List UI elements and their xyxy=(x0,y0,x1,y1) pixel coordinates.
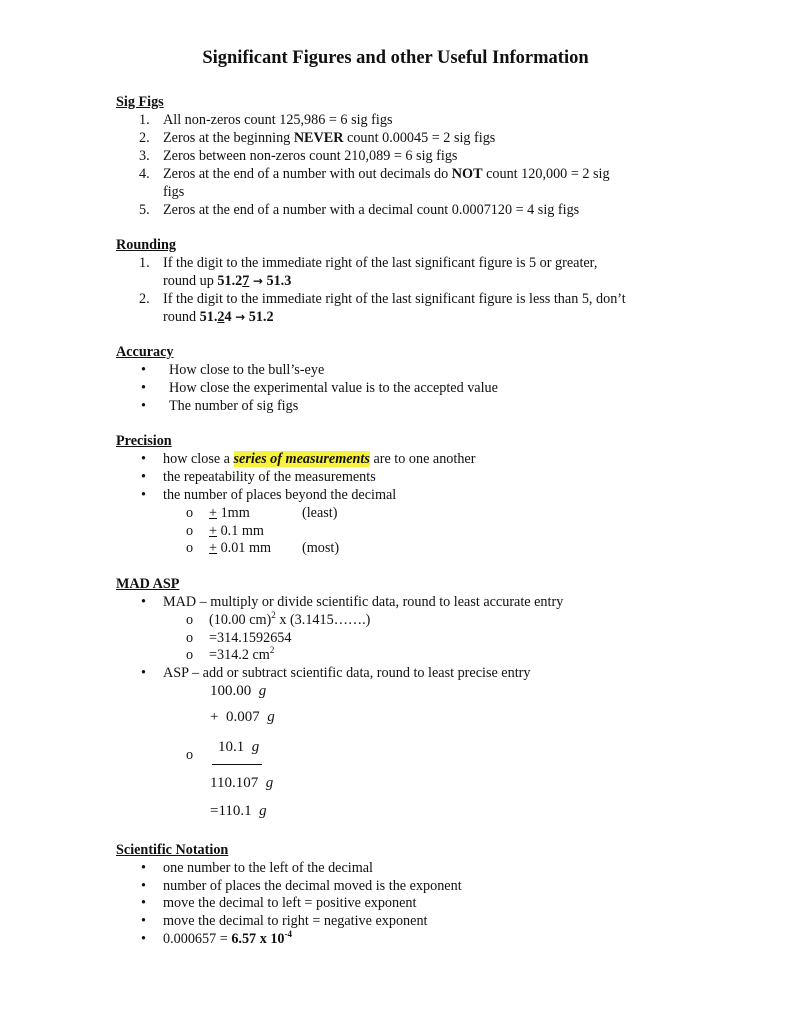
sig-figs-heading: Sig Figs xyxy=(116,94,164,110)
asp-math-row-3: 10.1 g xyxy=(218,739,260,755)
asp-math-row-2: + 0.007 g xyxy=(210,709,275,725)
sig-figs-item-5: Zeros at the end of a number with a decimal count 0.0007120 = 4 sig figs xyxy=(163,202,580,218)
rounding-num-2: 2. xyxy=(139,291,150,307)
sub-bullet-icon: o xyxy=(186,505,194,521)
sci-notation-heading: Scientific Notation xyxy=(116,842,229,858)
precision-sub-1-note: (least) xyxy=(302,505,338,521)
mad-item: MAD – multiply or divide scientific data, round to least accurate entry xyxy=(163,594,564,610)
sci-item-3: move the decimal to left = positive exponent xyxy=(163,895,417,911)
precision-sub-1: + 1mm xyxy=(209,505,250,521)
sig-figs-num-2: 2. xyxy=(139,130,150,146)
bullet-icon: • xyxy=(141,665,146,681)
sub-bullet-icon: o xyxy=(186,630,194,646)
sub-bullet-icon: o xyxy=(186,523,194,539)
mad-sub-3: =314.2 $cm^2$ xyxy=(209,645,275,663)
bullet-icon: • xyxy=(141,398,146,414)
sig-figs-num-4: 4. xyxy=(139,166,150,182)
sci-item-5: 0.000657 = 6.57 x $10^{-4}$ xyxy=(163,929,293,947)
rounding-item-1: If the digit to the immediate right of the last significant figure is 5 or greater, xyxy=(163,255,598,271)
bullet-icon: • xyxy=(141,895,146,911)
bullet-icon: • xyxy=(141,451,146,467)
precision-sub-3: + 0.01 mm xyxy=(209,540,272,556)
bullet-icon: • xyxy=(141,878,146,894)
rounding-item-1-example: round up 51.27 → 51.3 xyxy=(163,273,292,289)
sub-bullet-icon: o xyxy=(186,612,194,628)
bullet-icon: • xyxy=(141,469,146,485)
rounding-heading: Rounding xyxy=(116,237,176,253)
rounding-item-2: If the digit to the immediate right of the last significant figure is less than 5, don’t xyxy=(163,291,626,307)
sig-figs-item-2: Zeros at the beginning NEVER count 0.00045 = 2 sig figs xyxy=(163,130,496,146)
accuracy-item-3: The number of sig figs xyxy=(169,398,299,414)
sum-line xyxy=(212,764,262,765)
bullet-icon: • xyxy=(141,362,146,378)
sub-bullet-icon: o xyxy=(186,647,194,663)
sig-figs-item-4-cont: figs xyxy=(163,184,185,200)
arrow-right-icon: → xyxy=(235,310,246,324)
sci-item-2: number of places the decimal moved is the exponent xyxy=(163,878,462,894)
mad-sub-2: =314.1592654 xyxy=(209,630,292,646)
asp-item: ASP – add or subtract scientific data, round to least precise entry xyxy=(163,665,531,681)
precision-item-1: how close a series of measurements are to one another xyxy=(163,451,476,467)
asp-math-row-1: 100.00 g xyxy=(210,683,267,699)
precision-heading: Precision xyxy=(116,433,172,449)
bullet-icon: • xyxy=(141,913,146,929)
precision-sub-3-note: (most) xyxy=(302,540,340,556)
bullet-icon: • xyxy=(141,931,146,947)
sig-figs-num-5: 5. xyxy=(139,202,150,218)
asp-math-row-4: 110.107 g xyxy=(210,775,274,791)
bullet-icon: • xyxy=(141,380,146,396)
sig-figs-item-3: Zeros between non-zeros count 210,089 = 6 sig figs xyxy=(163,148,458,164)
precision-item-2: the repeatability of the measurements xyxy=(163,469,376,485)
sub-bullet-icon: o xyxy=(186,540,194,556)
accuracy-item-1: How close to the bull’s-eye xyxy=(169,362,325,378)
page-title: Significant Figures and other Useful Information xyxy=(202,48,589,68)
highlighted-text: series of measurements xyxy=(233,451,370,467)
precision-item-3: the number of places beyond the decimal xyxy=(163,487,397,503)
sub-bullet-icon: o xyxy=(186,747,194,763)
rounding-item-2-example: round 51.24 → 51.2 xyxy=(163,309,274,325)
sig-figs-item-4: Zeros at the end of a number with out decimals do NOT count 120,000 = 2 sig xyxy=(163,166,610,182)
accuracy-heading: Accuracy xyxy=(116,344,174,360)
mad-sub-1: (10.00 cm)$^2$ x (3.1415…….) xyxy=(209,610,371,628)
precision-sub-2: + 0.1 mm xyxy=(209,523,264,539)
sig-figs-num-3: 3. xyxy=(139,148,150,164)
sci-item-4: move the decimal to right = negative exponent xyxy=(163,913,428,929)
sig-figs-num-1: 1. xyxy=(139,112,150,128)
bullet-icon: • xyxy=(141,594,146,610)
rounding-num-1: 1. xyxy=(139,255,150,271)
mad-asp-heading: MAD ASP xyxy=(116,576,180,592)
arrow-right-icon: → xyxy=(252,274,263,288)
bullet-icon: • xyxy=(141,860,146,876)
accuracy-item-2: How close the experimental value is to the accepted value xyxy=(169,380,498,396)
bullet-icon: • xyxy=(141,487,146,503)
asp-math-row-5: =110.1 g xyxy=(210,803,267,819)
sci-item-1: one number to the left of the decimal xyxy=(163,860,373,876)
sig-figs-item-1: All non-zeros count 125,986 = 6 sig figs xyxy=(163,112,393,128)
